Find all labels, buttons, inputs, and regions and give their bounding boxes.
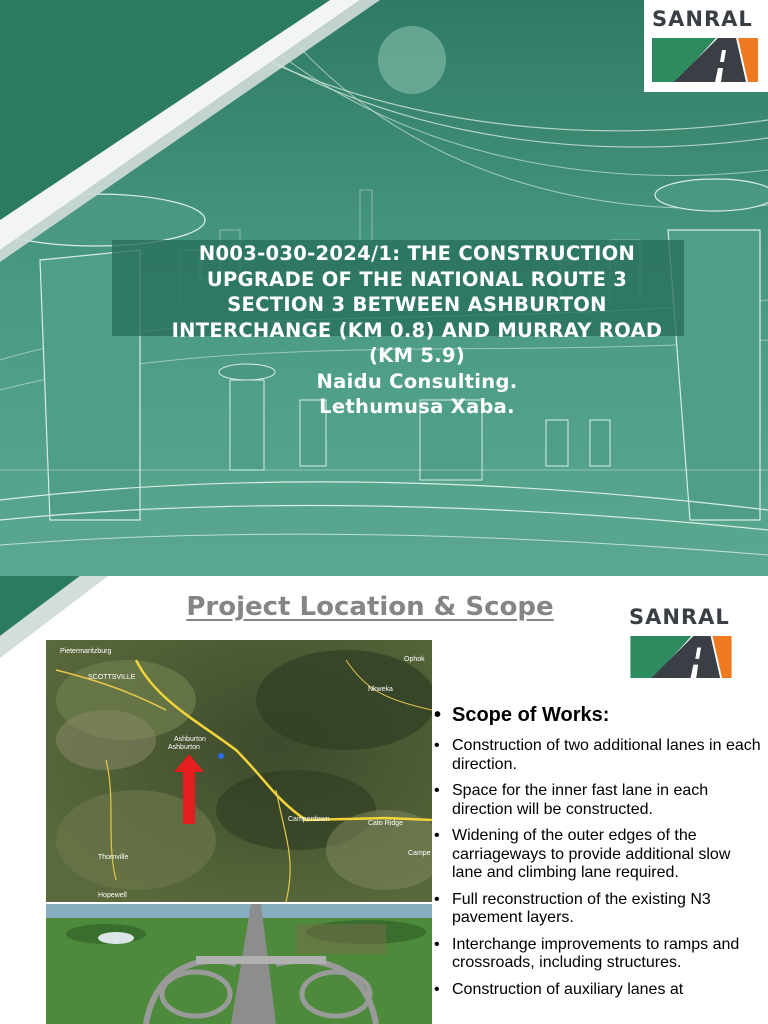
slide-title: Project Location & Scope — [186, 592, 554, 622]
list-item: • Full reconstruction of the existing N3 pavement layers. — [434, 890, 711, 926]
map-label-ophokweni: Ophok — [404, 656, 425, 663]
satellite-map — [46, 640, 432, 902]
map-label-cato-ridge: Cato Ridge — [368, 820, 404, 827]
map-label-ashburton-2: Ashburton — [168, 744, 200, 751]
map-label-nkweka: Nkweka — [368, 686, 393, 693]
list-item: • Construction of two additional lanes in each direction. — [434, 737, 761, 773]
list-item: • Space for the inner fast lane in each direction will be constructed. — [434, 782, 709, 818]
title-line-4: INTERCHANGE (KM 0.8) AND MURRAY ROAD — [171, 318, 663, 342]
title-line-2: UPGRADE OF THE NATIONAL ROUTE 3 — [206, 267, 628, 291]
list-item: • Widening of the outer edges of the carriageways to provide additional slow lane and climbing lane required. — [434, 827, 731, 881]
brand-text: SANRAL — [652, 7, 753, 31]
map-label-camperdown: Camperdown — [288, 816, 330, 823]
brand-text: SANRAL — [629, 605, 730, 629]
interchange-image — [46, 904, 432, 1024]
title-line-3: SECTION 3 BETWEEN ASHBURTON — [227, 293, 607, 316]
road-logo-icon — [629, 636, 733, 678]
map-label-ashburton: Ashburton — [174, 736, 206, 743]
map-label-hopewell: Hopewell — [98, 892, 127, 899]
map-label-thornville: Thornville — [98, 854, 129, 861]
title-line-1: N003-030-2024/1: THE CONSTRUCTION — [198, 242, 636, 265]
sanral-logo — [629, 604, 739, 682]
presentation-title — [112, 241, 722, 420]
list-item: • Interchange improvements to ramps and crossroads, including structures. — [434, 935, 740, 971]
list-item: • Construction of auxiliary lanes at — [434, 980, 684, 998]
road-logo-icon — [652, 38, 758, 82]
map-label-pietermaritzburg: Pietermaritzburg — [60, 648, 112, 655]
presenter-company: Naidu Consulting. — [316, 369, 518, 393]
aerial-photo — [46, 904, 432, 1024]
map-label-campe: Campe — [408, 850, 431, 857]
scope-list — [434, 704, 764, 1007]
scope-slide — [0, 576, 768, 1024]
scope-heading: • Scope of Works: — [434, 704, 610, 726]
sanral-logo — [652, 6, 762, 84]
presenter-name: Lethumusa Xaba. — [319, 395, 515, 418]
map-label-scottsville: SCOTTSVILLE — [88, 674, 136, 681]
title-line-5: (KM 5.9) — [368, 344, 466, 367]
